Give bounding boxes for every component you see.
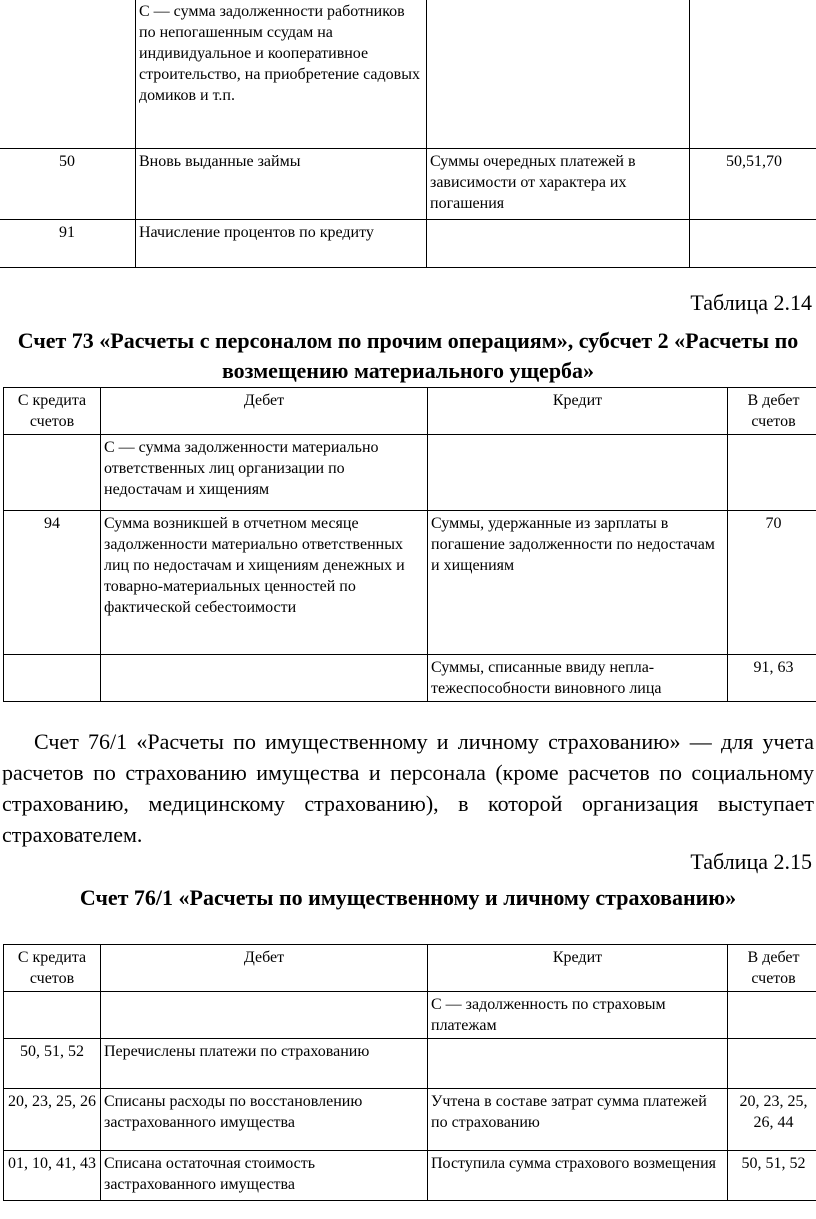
table-cell: 91, 63 [728,655,816,702]
table-cell: 20, 23, 25, 26 [4,1089,101,1151]
table-header-row [4,945,816,992]
table-cell: С — сумма задолженности работников по непогашенным ссудам на индивидуальное и кооперативное строительство, на приобретение садовых домиков и т.п. [136,0,427,149]
table-row [4,1151,816,1201]
column-header: С кредита счетов [4,388,101,435]
table-cell [728,992,816,1039]
column-header: Кредит [428,945,728,992]
table-cell: Сумма возникшей в отчетном месяце задолженности материально ответственных лиц по недостачам и хищениям денежных и товарно-материальных ценностей по фактической себестоимости [101,511,428,655]
cell-text: С — сумма задолженности материально ответственных лиц организации по недостачам и хищениям [104,439,379,498]
table-cell [428,1039,728,1089]
table-row [0,149,816,220]
table-cell [4,992,101,1039]
table-cell [690,220,816,268]
column-header: Дебет [101,388,428,435]
table-caption: Таблица 2.15 [690,849,812,874]
table-2-15 [3,944,816,1201]
table-cell [101,435,428,511]
column-header: Кредит [428,388,728,435]
table-cell [427,220,690,268]
table-cell: Поступила сумма страхового возмещения [428,1151,728,1201]
table-cell [728,435,816,511]
table-title: Счет 73 «Расчеты с персоналом по прочим операциям», субсчет 2 «Расчеты по возмещению материального ущерба» [17,328,799,383]
column-header: Дебет [101,945,428,992]
table-cell: Начисление процентов по кредиту [136,220,427,268]
table-caption: Таблица 2.14 [690,290,812,315]
table-cell [728,1039,816,1089]
table-cell [4,655,101,702]
table-cell: 01, 10, 41, 43 [4,1151,101,1201]
table-cell [101,655,428,702]
table-header-row [4,388,816,435]
table-cell: 94 [4,511,101,655]
table-cell: 91 [0,220,136,268]
table-cell: 50, 51, 52 [728,1151,816,1201]
table-row [0,0,816,149]
table-row [0,220,816,268]
table-cell [101,992,428,1039]
table-row [4,992,816,1039]
column-header: В дебет счетов [728,388,816,435]
table-cell: Суммы, удержанные из зарплаты в погашение задолженности по недостачам и хищениям [428,511,728,655]
table-cell: 20, 23, 25, 26, 44 [728,1089,816,1151]
table-cell: Суммы, списанные ввиду непла-тежеспособности виновного лица [428,655,728,702]
table-row [4,511,816,655]
table-cell: Учтена в составе затрат сумма платежей по страхованию [428,1089,728,1151]
table-cell: Вновь выданные займы [136,149,427,220]
table-cell [690,0,816,149]
table-row [4,435,816,511]
table-cell: Списана остаточная стоимость застрахованного имущества [101,1151,428,1201]
table-row [4,1039,816,1089]
table-row [4,1089,816,1151]
table-cell: 50, 51, 52 [4,1039,101,1089]
table-top [0,0,816,268]
table-row [4,655,816,702]
column-header: С кредита счетов [4,945,101,992]
table-cell [428,435,728,511]
table-cell: 50 [0,149,136,220]
table-cell: Перечислены платежи по страхованию [101,1039,428,1089]
body-paragraph: Счет 76/1 «Расчеты по имущественному и личному страхованию» — для учета расчетов по страхованию имущества и персонала (кроме расчетов по социальному страхованию, медицинскому страхованию), в которой организация выступает страхователем. [2,729,814,847]
table-title: Счет 76/1 «Расчеты по имущественному и личному страхованию» [79,885,737,910]
table-cell: С — задолженность по страховым платежам [428,992,728,1039]
table-cell [0,0,136,149]
table-cell [427,0,690,149]
table-cell: 70 [728,511,816,655]
table-cell: 50,51,70 [690,149,816,220]
table-2-14 [3,387,816,702]
table-cell: Суммы очередных платежей в зависимости от характера их погашения [427,149,690,220]
table-cell [4,435,101,511]
column-header: В дебет счетов [728,945,816,992]
table-cell: Списаны расходы по восстановлению застрахованного имущества [101,1089,428,1151]
